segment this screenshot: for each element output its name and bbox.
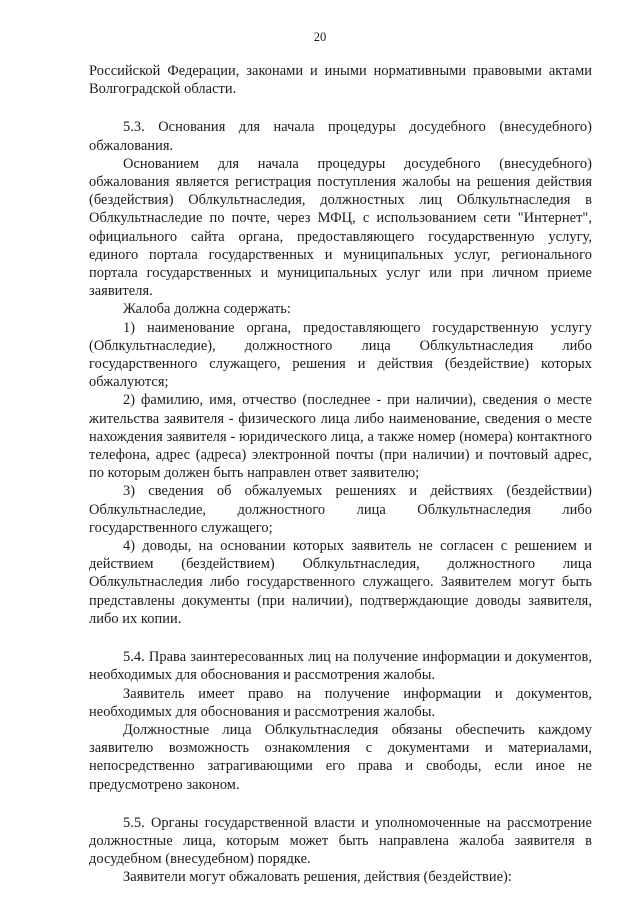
paragraph: 5.4. Права заинтересованных лиц на получение информации и документов, необходимых для обоснования и рассмотрения жалобы.: [89, 649, 592, 684]
paragraph: 5.3. Основания для начала процедуры досудебного (внесудебного) обжалования.: [89, 119, 592, 154]
paragraph: Жалоба должна содержать:: [123, 301, 291, 318]
document-body: [89, 62, 592, 887]
paragraph: 2) фамилию, имя, отчество (последнее - при наличии), сведения о месте жительства заявителя - физического лица либо наименование, сведения о месте нахождения заявителя - юридического лица, а также номер (номера) контактного телефона, адрес (адреса) электронной почты (при наличии) и почтовый адрес, по которым должен быть направлен ответ заявителю;: [89, 392, 592, 482]
paragraph: 3) сведения об обжалуемых решениях и действиях (бездействии) Облкультнаследие, должностного лица Облкультнаследия либо государственного служащего;: [89, 483, 592, 536]
paragraph: Должностные лица Облкультнаследия обязаны обеспечить каждому заявителю возможность ознакомления с документами и материалами, непосредственно затрагивающими его права и свободы, если иное не предусмотрено законом.: [89, 721, 592, 793]
page-number: 20: [313, 30, 327, 44]
paragraph: Заявитель имеет право на получение информации и документов, необходимых для обоснования и рассмотрения жалобы.: [89, 685, 592, 720]
paragraph: 1) наименование органа, предоставляющего государственную услугу (Облкультнаследие), должностного лица Облкультнаследия либо государственного служащего, решения и действия (бездействие) которых обжалуются;: [89, 319, 592, 391]
paragraph: Основанием для начала процедуры досудебного (внесудебного) обжалования является регистрация поступления жалобы на решения действия (бездействия) Облкультнаследия, должностных лиц Облкультнаследия в Облкультнаследие по почте, через МФЦ, с использованием сети "Интернет", официального сайта органа, предоставляющего государственную услугу, единого портала государственных и муниципальных услуг, регионального портала государственных и муниципальных услуг или при личном приеме заявителя.: [89, 155, 592, 300]
paragraph: Заявители могут обжаловать решения, действия (бездействие):: [123, 869, 512, 886]
paragraph: Российской Федерации, законами и иными нормативными правовыми актами Волгоградской области.: [89, 63, 592, 98]
paragraph: 5.5. Органы государственной власти и уполномоченные на рассмотрение должностные лица, которым может быть направлена жалоба заявителя в досудебном (внесудебном) порядке.: [89, 814, 592, 868]
paragraph: 4) доводы, на основании которых заявитель не согласен с решением и действием (бездействием) Облкультнаследия, должностного лица Облкультнаследия либо государственного служащего. Заявителем могут быть представлены документы (при наличии), подтверждающие доводы заявителя, либо их копии.: [89, 538, 592, 627]
